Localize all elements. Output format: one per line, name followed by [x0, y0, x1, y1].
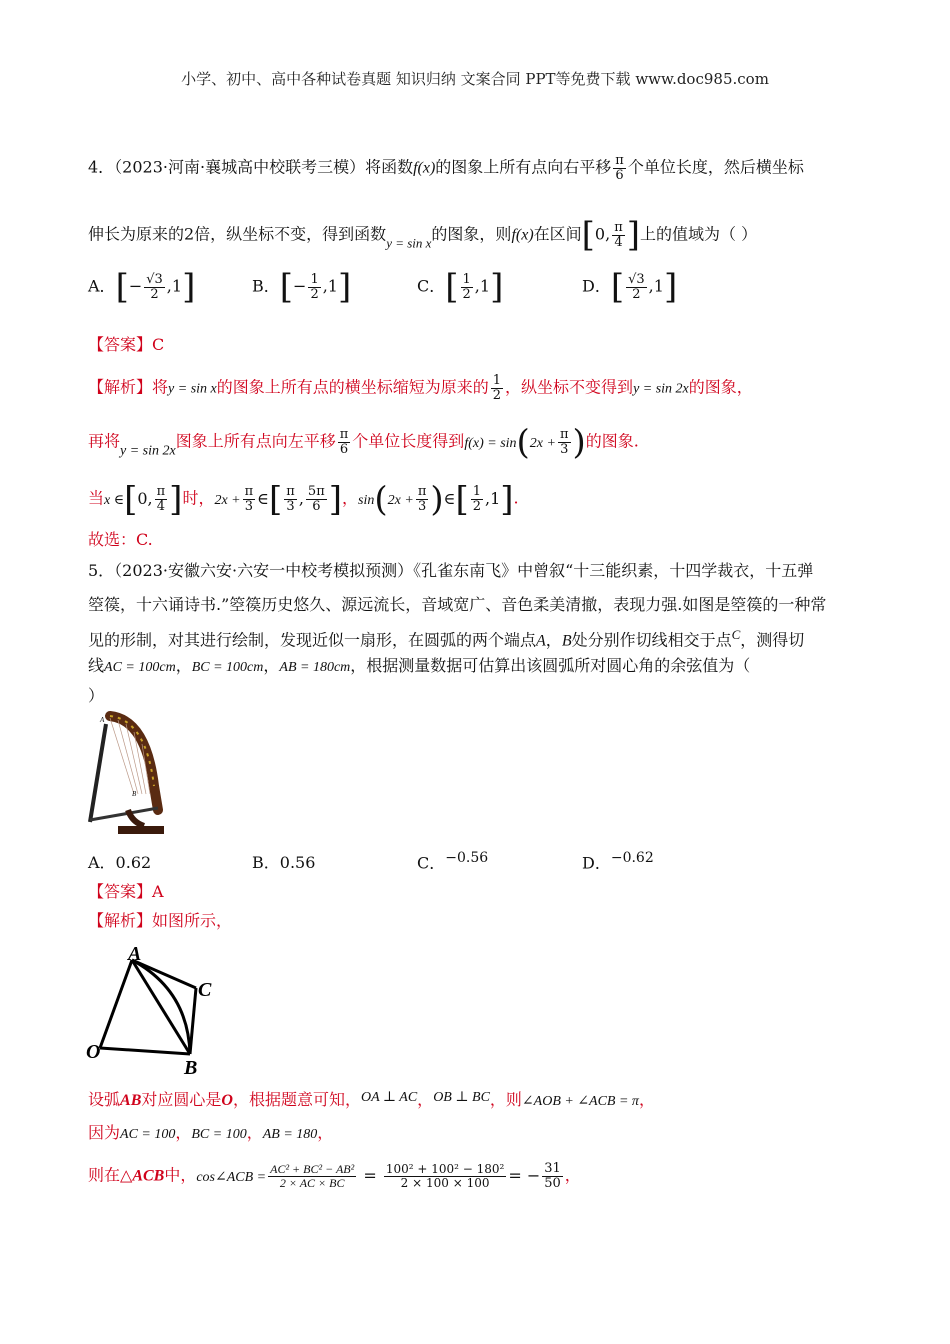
q5-option-c[interactable]: C．−0.56 [417, 850, 489, 873]
q5-line4: 线AC = 100cm，BC = 100cm，AB = 180cm，根据测量数据可估算出该圆弧所对圆心角的余弦值为（ [88, 656, 751, 675]
q5-line5: ） [88, 686, 105, 705]
label-c: C [198, 979, 212, 1001]
segment-ob [100, 1048, 190, 1054]
q5-answer: 【答案】A [88, 882, 164, 901]
q5-explain-line3: 则在△ACB中，cos∠ACB = $\frac{\text{AC² + BC² − AB²}}{2 \times AC \times BC}$ = $\frac{\text{100² + 100² − 180²}}{2 \times 100 \times 100}$ = − $\frac{31}{50}$ ， [88, 1161, 581, 1191]
q5-explain-line1: 设弧AB对应圆心是O，根据题意可知，OA ⊥ AC，OB ⊥ BC，则∠AOB + ∠ACB = π， [88, 1090, 655, 1109]
q4-option-b[interactable]: B．[− $\frac{1}{2}$ ,1] [252, 267, 352, 307]
photo-label-a: A [100, 716, 105, 724]
konghou-photo [88, 710, 168, 838]
segment-bc [190, 988, 196, 1054]
page-header: 小学、初中、高中各种试卷真题 知识归纳 文案合同 PPT等免费下载 www.doc985.com [181, 70, 769, 88]
q5-line1: 5．（2023·安徽六安·六安一中校考模拟预测）《孔雀东南飞》中曾叙“十三能织素，十四学裁衣，十五弹 [88, 561, 814, 580]
label-b: B [184, 1057, 198, 1078]
q4-answer: 【答案】C [88, 335, 165, 354]
photo-label-b: B [132, 790, 137, 798]
q5-option-b[interactable]: B．0.56 [252, 853, 316, 872]
q5-option-d[interactable]: D．−0.62 [582, 850, 654, 873]
q5-line3: 见的形制，对其进行绘制，发现近似一扇形，在圆弧的两个端点A，B处分别作切线相交于点$^C$，测得切 [88, 627, 805, 650]
q4-line1: 4．（2023·河南·襄城高中校联考三模）将函数f(x)的图象上所有点向右平移 $\frac{\pi}{6}$ 个单位长度，然后横坐标 [88, 153, 804, 183]
q5-option-a[interactable]: A．0.62 [88, 853, 152, 872]
label-a: A [128, 944, 142, 965]
q4-final: 故选：C. [88, 530, 153, 549]
geometry-diagram [86, 944, 226, 1078]
segment-oa [100, 960, 132, 1048]
q4-option-c[interactable]: C．[ $\frac{1}{2}$ ,1] [417, 267, 504, 307]
q4-explain-line2: 再将y = sin 2x图象上所有点向左平移 $\frac{\pi}{6}$ 个单位长度得到f(x) = sin(2x + $\frac{\pi}{3}$ )的图象. [88, 422, 639, 462]
q5-explain-intro: 【解析】如图所示， [88, 911, 233, 930]
q4-option-d[interactable]: D．[ $\frac{√3}{2}$ ,1] [582, 267, 678, 307]
q5-explain-line2: 因为AC = 100，BC = 100，AB = 180， [88, 1123, 334, 1142]
label-o: O [86, 1041, 101, 1063]
q4-option-a[interactable]: A．[− $\frac{√3}{2}$ ,1] [88, 267, 196, 307]
q4-explain-line1: 【解析】将y = sin x的图象上所有点的横坐标缩短为原来的 $\frac{1}{2}$ ，纵坐标不变得到y = sin 2x的图象， [88, 373, 753, 403]
q4-explain-line3: 当x ∈[0, $\frac{\pi}{4}$ ]时，2x + $\frac{\pi}{3}$ ∈[ $\frac{\pi}{3}$ , $\frac{5\pi}{6}$ ]，sin(2x + $\frac{\pi}{3}$ )∈[ $\frac{1}{2}$ ,1]. [88, 479, 519, 519]
q4-line2: 伸长为原来的2倍，纵坐标不变，得到函数$_{y = sin x}$的图象，则f(x)在区间[0, $\frac{\pi}{4}$ ]上的值域为（ ） [88, 215, 758, 255]
q5-line2: 箜篌，十六诵诗书.”箜篌历史悠久、源远流长，音域宽广、音色柔美清撤，表现力强.如图是箜篌的一种常 [88, 595, 827, 614]
